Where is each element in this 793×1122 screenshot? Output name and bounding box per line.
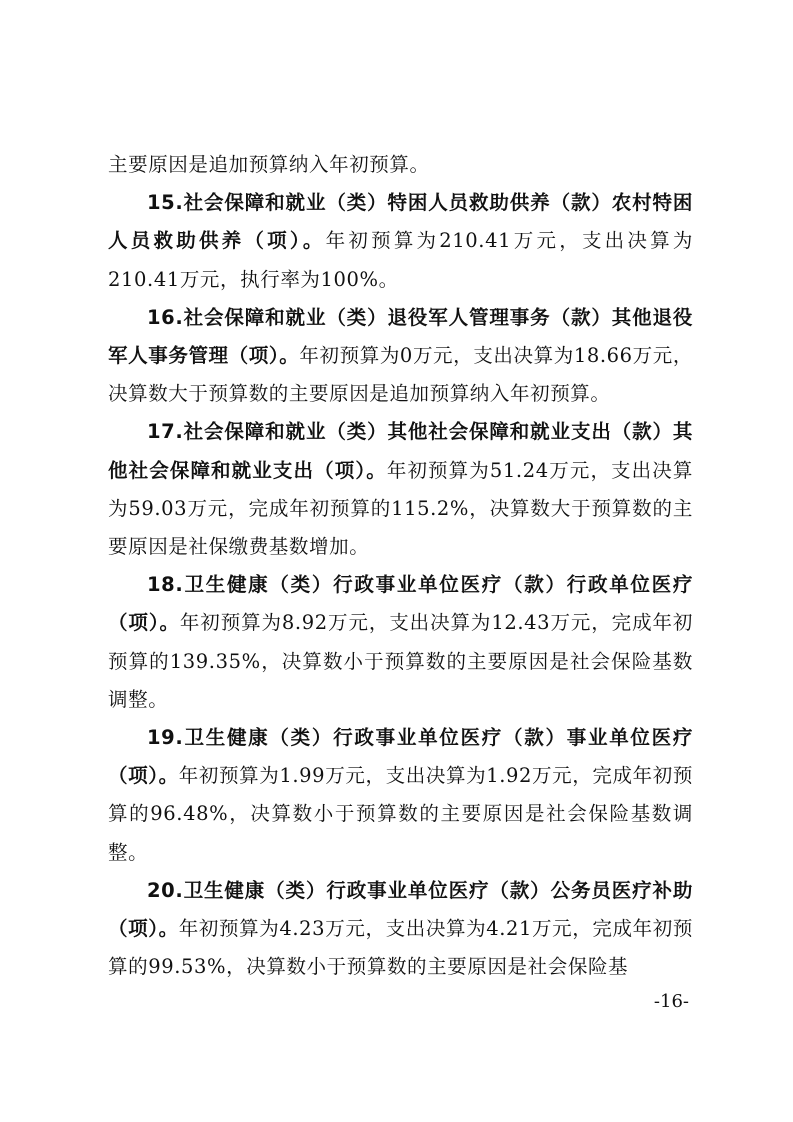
- paragraph-heading: 16.社会保障和就业（类）退役军人管理事务（款）其他退役军人事务管理（项）。: [108, 305, 693, 368]
- paragraph-heading: 15.社会保障和就业（类）特困人员救助供养（款）农村特困人员救助供养（项）。: [108, 191, 693, 253]
- paragraph-item-20: [108, 872, 693, 987]
- paragraph-body: 年初预算为4.23万元，支出决算为4.21万元，完成年初预算的99.53%，决算数小于预算数的主要原因是社会保险基: [108, 917, 693, 979]
- paragraph-item-18: [108, 566, 693, 719]
- paragraph-body: 年初预算为51.24万元，支出决算为59.03万元，完成年初预算的115.2%，决算数大于预算数的主要原因是社保缴费基数增加。: [108, 458, 693, 559]
- paragraph-item-17: [108, 413, 693, 566]
- paragraph-body: 年初预算为1.99万元，支出决算为1.92万元，完成年初预算的96.48%，决算数小于预算数的主要原因是社会保险基数调整。: [108, 764, 693, 864]
- page-number: -16-: [653, 991, 689, 1012]
- paragraph-heading: 19.卫生健康（类）行政事业单位医疗（款）事业单位医疗（项）。: [108, 726, 693, 788]
- paragraph-body: 主要原因是追加预算纳入年初预算。: [108, 153, 430, 176]
- paragraph-body: 年初预算为210.41万元，支出决算为210.41万元，执行率为100%。: [108, 229, 693, 291]
- paragraph-item-15: [108, 184, 693, 299]
- paragraph-body: 年初预算为8.92万元，支出决算为12.43万元，完成年初预算的139.35%，决算数小于预算数的主要原因是社会保险基数调整。: [108, 611, 693, 711]
- paragraph-heading: 17.社会保障和就业（类）其他社会保障和就业支出（款）其他社会保障和就业支出（项）。: [108, 420, 693, 482]
- paragraph-heading: 18.卫生健康（类）行政事业单位医疗（款）行政单位医疗（项）。: [108, 573, 693, 635]
- paragraph-item-19: [108, 719, 693, 872]
- paragraph-heading: 20.卫生健康（类）行政事业单位医疗（款）公务员医疗补助（项）。: [108, 878, 693, 941]
- paragraph-item-16: [108, 299, 693, 414]
- body-text: [108, 146, 693, 986]
- paragraph-body: 年初预算为0万元，支出决算为18.66万元，决算数大于预算数的主要原因是追加预算纳入年初预算。: [108, 344, 693, 406]
- paragraph-continuation: [108, 146, 693, 184]
